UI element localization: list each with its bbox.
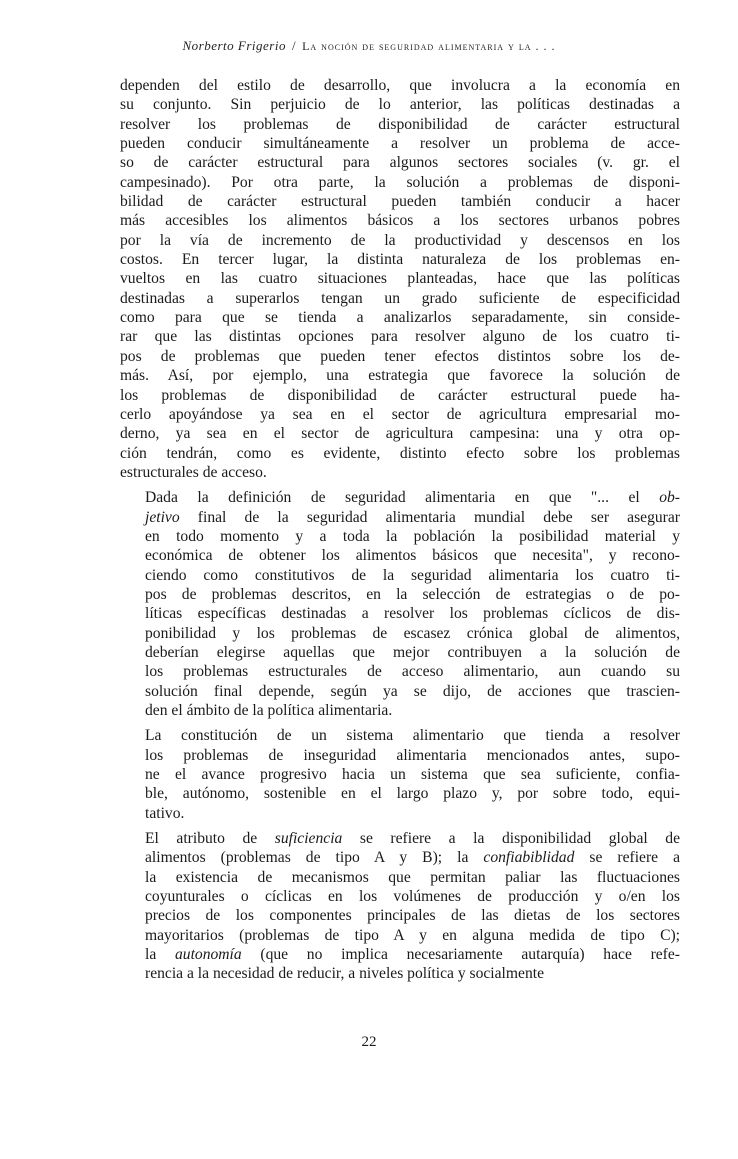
text-line: rencia a la necesidad de reducir, a niveles política y socialmente xyxy=(145,965,544,983)
text-line: so de carácter estructural para algunos sectores sociales (v. gr. el xyxy=(120,154,680,172)
text-line: precios de los componentes principales de las dietas de los sectores xyxy=(145,907,680,925)
text-line: la existencia de mecanismos que permitan paliar las fluctuaciones xyxy=(145,868,680,886)
text-line: ciendo como constitutivos de la seguridad alimentaria los cuatro ti- xyxy=(145,566,680,584)
text-line: líticas específicas destinadas a resolver los problemas cíclicos de dis- xyxy=(145,605,680,623)
text-line: como para que se tienda a analizarlos separadamente, sin conside- xyxy=(120,309,680,327)
text-line: resolver los problemas de disponibilidad de carácter estructural xyxy=(120,115,680,133)
text-line: los problemas de inseguridad alimentaria mencionados antes, supo- xyxy=(145,746,680,764)
text-line: tativo. xyxy=(145,804,185,822)
text-line: vueltos en las cuatro situaciones planteadas, hace que las políticas xyxy=(120,270,680,288)
text-line: La constitución de un sistema alimentario que tienda a resolver xyxy=(145,727,680,745)
text-line: más accesibles los alimentos básicos a los sectores urbanos pobres xyxy=(120,212,680,230)
header-title: La noción de seguridad alimentaria y la . . . xyxy=(302,39,556,53)
text-line: los problemas estructurales de acceso alimentario, aun cuando su xyxy=(145,663,680,681)
text-line: la autonomía (que no implica necesariamente autarquía) hace refe- xyxy=(145,946,680,964)
page-number: 22 xyxy=(361,1034,377,1050)
text-line: los problemas de disponibilidad de carácter estructural puede ha- xyxy=(120,386,680,404)
text-line: alimentos (problemas de tipo A y B); la confiabiblidad se refiere a xyxy=(145,849,681,867)
text-line: dependen del estilo de desarrollo, que involucra a la economía en xyxy=(120,77,680,94)
paragraph xyxy=(120,726,680,823)
header-separator: / xyxy=(291,38,297,53)
paragraph xyxy=(120,829,680,984)
text-line: su conjunto. Sin perjuicio de lo anterior, las políticas destinadas a xyxy=(120,96,680,114)
text-line: ponibilidad y los problemas de escasez crónica global de alimentos, xyxy=(145,624,680,642)
text-line: rar que las distintas opciones para resolver alguno de los cuatro ti- xyxy=(120,328,680,346)
text-line: ne el avance progresivo hacia un sistema que sea suficiente, confia- xyxy=(145,766,680,784)
text-line: destinadas a superarlos tengan un grado suficiente de especificidad xyxy=(120,289,680,307)
text-line: en todo momento y a toda la población la posibilidad material y xyxy=(145,527,680,545)
text-line: mayoritarios (problemas de tipo A y en alguna medida de tipo C); xyxy=(145,926,680,944)
text-line: por la vía de incremento de la productividad y descensos en los xyxy=(120,231,680,249)
header-author: Norberto Frigerio xyxy=(182,38,286,53)
text-line: cerlo apoyándose ya sea en el sector de agricultura empresarial mo- xyxy=(120,405,680,423)
text-line: Dada la definición de seguridad alimentaria en que "... el ob- xyxy=(145,489,680,507)
text-line: El atributo de suficiencia se refiere a la disponibilidad global de xyxy=(145,830,680,848)
text-line: solución final depende, según ya se dijo, de acciones que trascien- xyxy=(145,682,680,700)
text-line: derno, ya sea en el sector de agricultura campesina: una y otra op- xyxy=(120,425,680,443)
text-line: económica de obtener los alimentos básicos que necesita", y recono- xyxy=(145,547,680,565)
text-line: más. Así, por ejemplo, una estrategia que favorece la solución de xyxy=(120,367,680,385)
text-line: pos de problemas descritos, en la selección de estrategias o de po- xyxy=(145,585,680,603)
paragraph xyxy=(120,76,680,482)
text-line: jetivo final de la seguridad alimentaria mundial debe ser asegurar xyxy=(145,508,680,526)
text-line: deberían elegirse aquellas que mejor contribuyen a la solución de xyxy=(145,643,680,661)
body-text xyxy=(120,76,680,984)
text-line: costos. En tercer lugar, la distinta naturaleza de los problemas en- xyxy=(120,251,680,269)
text-line: coyunturales o cíclicas en los volúmenes de producción y o/en los xyxy=(145,888,680,906)
text-line: pueden conducir simultáneamente a resolver un problema de acce- xyxy=(120,135,680,153)
text-line: ble, autónomo, sostenible en el largo plazo y, por sobre todo, equi- xyxy=(145,785,680,803)
paragraph xyxy=(120,488,680,720)
text-line: estructurales de acceso. xyxy=(120,463,267,481)
text-line: pos de problemas que pueden tener efectos distintos sobre los de- xyxy=(120,347,680,365)
text-line: bilidad de carácter estructural pueden también conducir a hacer xyxy=(120,193,680,211)
text-line: campesinado). Por otra parte, la solución a problemas de disponi- xyxy=(120,173,680,191)
text-line: ción tendrán, como es evidente, distinto efecto sobre los problemas xyxy=(120,444,680,462)
text-line: den el ámbito de la política alimentaria. xyxy=(145,702,393,719)
running-header xyxy=(0,38,738,54)
